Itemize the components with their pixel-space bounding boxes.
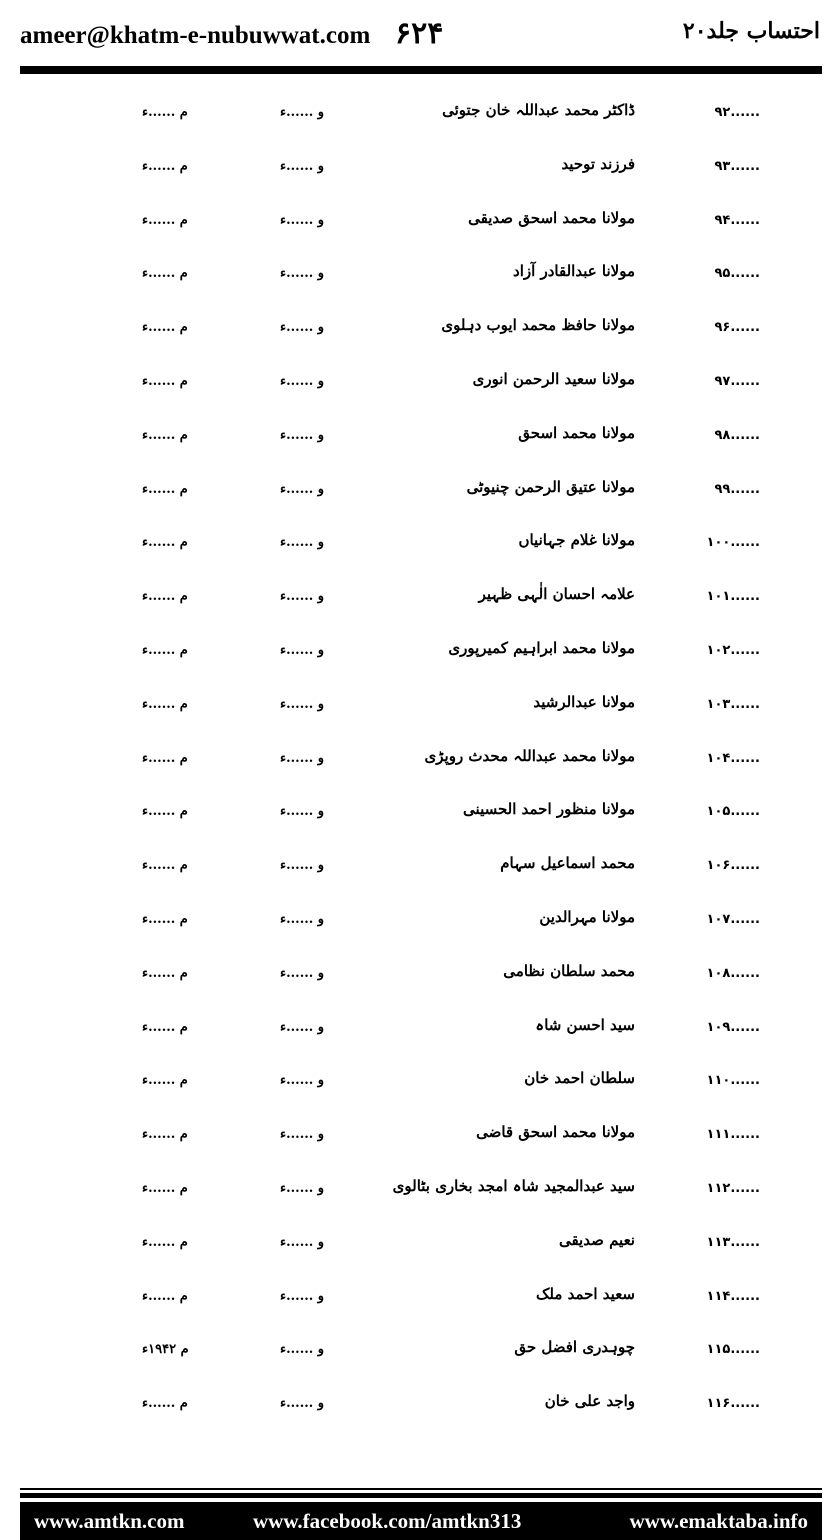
death-date: م ......ء — [142, 1288, 188, 1304]
list-item — [0, 472, 840, 526]
list-item — [0, 525, 840, 579]
list-item — [0, 848, 840, 902]
entry-number: ......۹۳ — [714, 158, 760, 174]
birth-date: و ......ء — [280, 535, 325, 551]
death-date: م ......ء — [142, 1180, 188, 1196]
death-date: م ......ء — [142, 858, 188, 874]
birth-date: و ......ء — [280, 212, 325, 228]
list-item — [0, 902, 840, 956]
death-date: م ......ء — [142, 427, 188, 443]
entry-number: ......۹۹ — [714, 481, 760, 497]
death-date: م ......ء — [142, 1396, 188, 1412]
list-item — [0, 418, 840, 472]
entry-name: محمد سلطان نظامی — [503, 961, 635, 980]
entry-name: مولانا محمد عبداللہ محدث روپڑی — [424, 746, 635, 765]
birth-date: و ......ء — [280, 911, 325, 927]
entry-name: مولانا مہرالدین — [539, 907, 635, 926]
entry-number: ......۱۱۶ — [706, 1396, 760, 1412]
entry-name: واجد علی خان — [544, 1392, 635, 1411]
birth-date: و ......ء — [280, 158, 325, 174]
list-item — [0, 256, 840, 310]
list-item — [0, 687, 840, 741]
birth-date: و ......ء — [280, 1234, 325, 1250]
entry-name: مولانا عبدالقادر آزاد — [513, 262, 635, 281]
birth-date: و ......ء — [280, 1342, 325, 1358]
entry-name: مولانا عتیق الرحمن چنیوٹی — [466, 477, 635, 496]
entry-name: ڈاکٹر محمد عبداللہ خان جتوئی — [442, 101, 635, 119]
entry-name: نعیم صدیقی — [558, 1230, 635, 1249]
entry-name: سید عبدالمجید شاہ امجد بخاری بٹالوی — [392, 1176, 635, 1195]
entry-number: ......۱۰۷ — [706, 911, 760, 927]
birth-date: و ......ء — [280, 858, 325, 874]
list-item — [0, 1063, 840, 1117]
death-date: م ......ء — [142, 696, 188, 712]
death-date: م ......ء — [142, 589, 188, 605]
entry-name: مولانا محمد اسحق صدیقی — [468, 208, 635, 227]
death-date: م ......ء — [142, 481, 188, 497]
entry-number: ......۱۰۶ — [706, 858, 760, 874]
list-item — [0, 633, 840, 687]
page-footer — [20, 1486, 822, 1540]
birth-date: و ......ء — [280, 1288, 325, 1304]
entry-number: ......۹۵ — [714, 266, 760, 282]
birth-date: و ......ء — [280, 1180, 325, 1196]
birth-date: و ......ء — [280, 320, 325, 336]
death-date: م ......ء — [142, 1127, 188, 1143]
list-item — [0, 203, 840, 257]
birth-date: و ......ء — [280, 750, 325, 766]
death-date: م ......ء — [142, 320, 188, 336]
list-item — [0, 1117, 840, 1171]
entry-name: سید احسن شاہ — [535, 1015, 635, 1034]
birth-date: و ......ء — [280, 373, 325, 389]
birth-date: و ......ء — [280, 266, 325, 282]
entry-name: مولانا غلام جہانیاں — [518, 531, 635, 550]
footer-rule-thick — [20, 1493, 822, 1498]
birth-date: و ......ء — [280, 427, 325, 443]
death-date: م ......ء — [142, 1234, 188, 1250]
page-number: ۶۲۴ — [395, 16, 444, 51]
birth-date: و ......ء — [280, 696, 325, 712]
death-date: م ۱۹۴۲ء — [142, 1342, 189, 1358]
entry-name: فرزند توحید — [561, 154, 635, 173]
birth-date: و ......ء — [280, 804, 325, 820]
death-date: م ......ء — [142, 965, 188, 981]
death-date: م ......ء — [142, 642, 188, 658]
birth-date: و ......ء — [280, 589, 325, 605]
birth-date: و ......ء — [280, 1396, 325, 1412]
death-date: م ......ء — [142, 1019, 188, 1035]
footer-bar — [20, 1502, 822, 1540]
list-item — [0, 364, 840, 418]
list-item — [0, 1386, 840, 1440]
entry-number: ......۱۱۲ — [706, 1180, 760, 1196]
birth-date: و ......ء — [280, 105, 325, 120]
entry-number: ......۹۷ — [714, 373, 760, 389]
footer-link-amtkn[interactable]: www.amtkn.com — [34, 1509, 185, 1533]
birth-date: و ......ء — [280, 1073, 325, 1089]
list-item — [0, 956, 840, 1010]
entry-number: ......۱۰۸ — [706, 965, 760, 981]
death-date: م ......ء — [142, 212, 188, 228]
footer-rule-thin — [20, 1488, 822, 1490]
entry-name: مولانا محمد اسحق — [518, 423, 635, 442]
header-email[interactable]: ameer@khatm-e-nubuwwat.com — [20, 22, 371, 49]
entry-name: مولانا محمد ابراہیم کمیرپوری — [448, 638, 635, 657]
entry-number: ......۱۰۲ — [706, 642, 760, 658]
list-item — [0, 95, 840, 149]
death-date: م ......ء — [142, 105, 188, 120]
death-date: م ......ء — [142, 911, 188, 927]
entry-number: ......۱۱۱ — [706, 1127, 760, 1143]
entry-name: مولانا عبدالرشید — [533, 692, 635, 711]
entry-list — [0, 95, 840, 1440]
death-date: م ......ء — [142, 750, 188, 766]
list-item — [0, 579, 840, 633]
entry-number: ......۹۲ — [714, 105, 760, 120]
entry-name: محمد اسماعیل سہام — [500, 854, 635, 873]
death-date: م ......ء — [142, 804, 188, 820]
list-item — [0, 1279, 840, 1333]
entry-name: مولانا حافظ محمد ایوب دہلوی — [441, 316, 635, 335]
birth-date: و ......ء — [280, 1127, 325, 1143]
entry-name: مولانا سعید الرحمن انوری — [472, 369, 635, 388]
entry-name: مولانا منظور احمد الحسینی — [463, 800, 635, 819]
list-item — [0, 1332, 840, 1386]
entry-number: ......۱۱۵ — [706, 1342, 760, 1358]
list-item — [0, 149, 840, 203]
list-item — [0, 794, 840, 848]
entry-number: ......۱۰۴ — [706, 750, 760, 766]
entry-number: ......۱۰۳ — [706, 696, 760, 712]
list-item — [0, 1225, 840, 1279]
entry-number: ......۹۸ — [714, 427, 760, 443]
entry-number: ......۹۴ — [714, 212, 760, 228]
entry-number: ......۱۱۰ — [706, 1073, 760, 1089]
birth-date: و ......ء — [280, 481, 325, 497]
entry-number: ......۱۱۴ — [706, 1288, 760, 1304]
entry-number: ......۱۰۰ — [706, 535, 760, 551]
footer-link-emaktaba[interactable]: www.emaktaba.info — [629, 1509, 808, 1533]
entry-number: ......۱۰۹ — [706, 1019, 760, 1035]
page-header — [0, 0, 840, 74]
death-date: م ......ء — [142, 266, 188, 282]
entry-name: علامہ احسان الٰہی ظہیر — [478, 585, 635, 604]
list-item — [0, 1171, 840, 1225]
death-date: م ......ء — [142, 535, 188, 551]
entry-number: ......۹۶ — [714, 320, 760, 336]
birth-date: و ......ء — [280, 965, 325, 981]
book-title: احتساب جلد۲۰ — [682, 18, 820, 44]
death-date: م ......ء — [142, 1073, 188, 1089]
birth-date: و ......ء — [280, 1019, 325, 1035]
death-date: م ......ء — [142, 158, 188, 174]
header-rule — [20, 66, 822, 74]
entry-number: ......۱۱۳ — [706, 1234, 760, 1250]
entry-name: سلطان احمد خان — [524, 1069, 635, 1088]
footer-link-facebook[interactable]: www.facebook.com/amtkn313 — [253, 1509, 522, 1533]
birth-date: و ......ء — [280, 642, 325, 658]
entry-name: سعید احمد ملک — [535, 1284, 635, 1303]
list-item — [0, 741, 840, 795]
entry-name: مولانا محمد اسحق قاضی — [476, 1123, 635, 1142]
entry-number: ......۱۰۵ — [706, 804, 760, 820]
entry-name: چوہدری افضل حق — [514, 1338, 635, 1357]
list-item — [0, 1010, 840, 1064]
list-item — [0, 310, 840, 364]
death-date: م ......ء — [142, 373, 188, 389]
entry-number: ......۱۰۱ — [706, 589, 760, 605]
